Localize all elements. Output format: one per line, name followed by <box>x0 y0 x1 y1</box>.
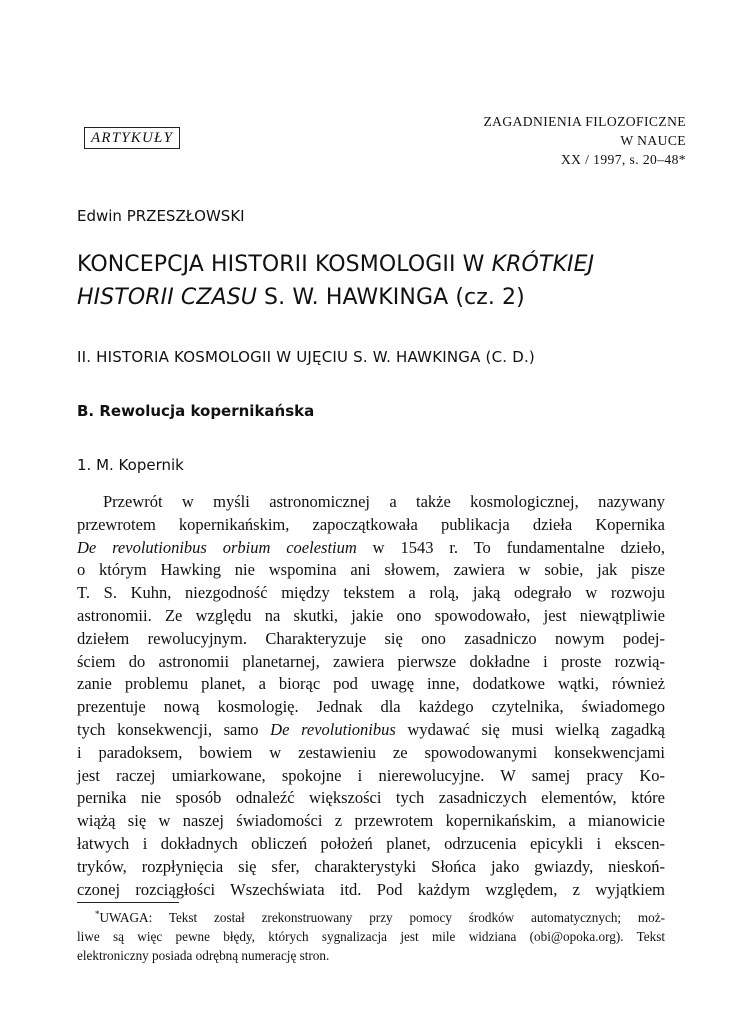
section-heading: B. Rewolucja kopernikańska <box>77 402 315 420</box>
title-line-1 <box>77 248 677 281</box>
body-paragraph <box>77 491 665 901</box>
body-line <box>77 719 665 742</box>
subsection-heading: 1. M. Kopernik <box>77 456 184 474</box>
journal-issue: XX / 1997, s. 20–48* <box>560 152 686 167</box>
footnote-line <box>77 908 665 927</box>
title-part: S. W. HAWKINGA (cz. 2) <box>256 285 525 310</box>
journal-header <box>346 112 686 169</box>
footnote-rule <box>77 902 179 903</box>
footnote <box>77 908 665 965</box>
title-part: KONCEPCJA HISTORII KOSMOLOGII W <box>77 252 492 277</box>
body-line: tryków, rozpłynięcia się sfer, charakterystyki Słońca jako gwiazdy, nieskoń- <box>77 856 665 876</box>
body-line: czonej rozciągłości Wszechświata itd. Pod każdym względem, z wyjątkiem <box>77 879 665 899</box>
body-line: o którym Hawking nie wspomina ani słowem, zawiera w sobie, jak pisze <box>77 560 665 580</box>
body-line-post: wydawać się musi wielką zagadką <box>395 719 666 739</box>
author-name: Edwin PRZESZŁOWSKI <box>77 207 245 225</box>
body-line: T. S. Kuhn, niezgodność między tekstem a rolą, jaką odegrało w rozwoju <box>77 583 665 603</box>
body-line: prezentuje nową kosmologię. Jednak dla każdego czytelnika, świadomego <box>77 697 665 717</box>
body-line: astronomii. Ze względu na skutki, jakie ono spowodowało, jest niewątpliwie <box>77 605 665 625</box>
body-line: i paradoksem, bowiem w zestawieniu ze spowodowanymi konsekwencjami <box>77 742 665 762</box>
title-line-2 <box>77 281 677 314</box>
chapter-heading: II. HISTORIA KOSMOLOGII W UJĘCIU S. W. HAWKINGA (C. D.) <box>77 348 535 366</box>
section-label-box <box>84 127 180 149</box>
footnote-line: liwe są więc pewne błędy, których sygnalizacja jest mile widziana (obi@opoka.org). Tekst <box>77 929 665 944</box>
body-line: ściem do astronomii planetarnej, zawiera pierwsze dokładne i proste rozwią- <box>77 651 665 671</box>
body-line: pernika nie sposób odnaleźć większości tych zasadniczych elementów, które <box>77 788 665 808</box>
body-line: przewrotem kopernikańskim, zapoczątkowała publikacja dzieła Kopernika <box>77 514 665 534</box>
body-line: Przewrót w myśli astronomicznej a także kosmologicznej, nazywany <box>103 492 665 511</box>
body-line: jest raczej umiarkowane, spokojne i nierewolucyjne. W samej pracy Ko- <box>77 765 665 785</box>
italic-title: De revolutionibus <box>270 719 396 739</box>
body-line-rest: w 1543 r. To fundamentalne dzieło, <box>356 537 665 557</box>
footnote-line: elektroniczny posiada odrębną numerację stron. <box>77 948 330 963</box>
italic-title: De revolutionibus orbium coelestium <box>77 537 357 557</box>
body-line <box>77 537 665 560</box>
title-italic-part: KRÓTKIEJ <box>491 252 595 277</box>
body-line: zanie problemu planet, a biorąc pod uwagę inne, dodatkowe wątki, również <box>77 674 665 694</box>
footnote-text: UWAGA: Tekst został zrekonstruowany przy pomocy środków automatycznych; moż- <box>99 910 665 925</box>
body-line-pre: tych konsekwencji, samo <box>77 719 271 739</box>
section-label: ARTYKUŁY <box>91 130 174 146</box>
body-line: łatwych i dokładnych obliczeń położeń planet, odrzucenia epicykli i ekscen- <box>77 833 665 853</box>
journal-name: ZAGADNIENIA FILOZOFICZNE <box>483 114 686 129</box>
body-line: wiążą się w naszej świadomości z przewrotem kopernikańskim, a mianowicie <box>77 811 665 831</box>
title-italic-part: HISTORII CZASU <box>77 285 257 310</box>
article-title <box>77 248 677 314</box>
journal-subname: W NAUCE <box>620 133 686 148</box>
footnote-marker: * <box>95 909 100 919</box>
body-line: dziełem rewolucyjnym. Charakteryzuje się ono zasadniczo nowym podej- <box>77 628 665 648</box>
